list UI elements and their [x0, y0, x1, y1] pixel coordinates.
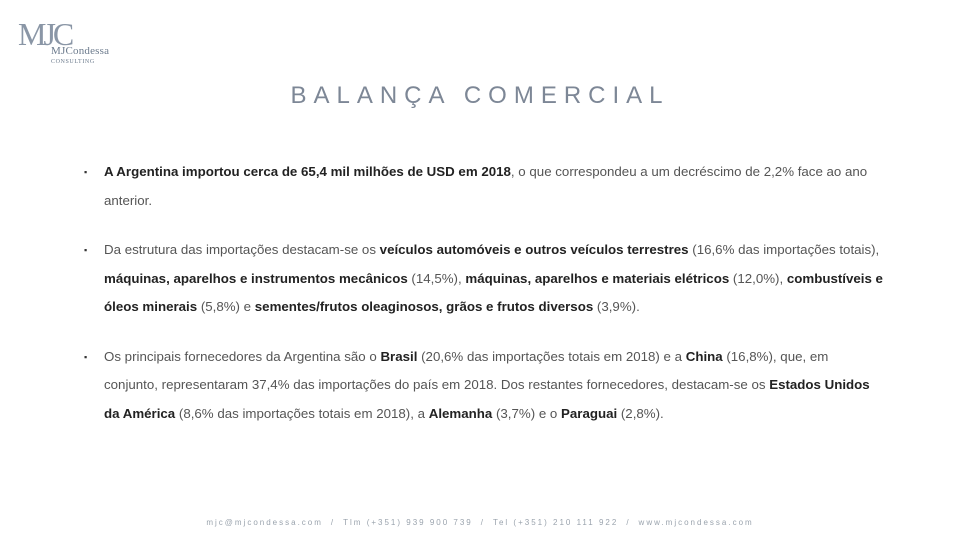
footer-mobile: Tlm (+351) 939 900 739	[343, 518, 473, 527]
bold-text: sementes/frutos oleaginosos, grãos e frutos diversos	[254, 299, 594, 314]
bold-text: China	[685, 348, 723, 364]
page-title: BALANÇA COMERCIAL	[290, 82, 670, 109]
company-logo	[18, 18, 128, 72]
body-text: , o que correspondeu a um decréscimo de 2,2% face ao ano anterior.	[104, 164, 868, 208]
footer-email-link[interactable]: mjc@mjcondessa.com	[206, 518, 323, 527]
body-text: (3,7%) e o	[492, 405, 562, 421]
bold-text: Estados Unidos da América	[104, 377, 870, 421]
body-text: (16,6% das importações totais),	[688, 242, 880, 257]
body-text: (8,6% das importações totais em 2018), a	[175, 405, 429, 421]
footer-contact	[0, 518, 960, 527]
logo-company-name: MJCondessa	[51, 45, 110, 57]
body-text: (5,8%) e	[197, 299, 255, 314]
body-text: (16,8%), que, em conjunto, representaram 37,4% das importações do país em 2018. Dos restantes fornecedores, destacam-se os	[104, 348, 829, 392]
footer-website-link[interactable]: www.mjcondessa.com	[638, 518, 754, 527]
body-text: (12,0%),	[729, 270, 787, 286]
bold-text: Brasil	[380, 348, 418, 364]
body-text: (3,9%).	[593, 299, 640, 314]
bullet-marker-icon: ▪	[84, 167, 88, 177]
logo-subtitle: CONSULTING	[51, 59, 95, 65]
logo-mark: MJC	[18, 16, 72, 52]
body-text: Da estrutura das importações destacam-se os	[104, 242, 380, 257]
bullet-list	[84, 158, 884, 449]
footer-phone: Tel (+351) 210 111 922	[492, 518, 619, 527]
bullet-marker-icon: ▪	[84, 351, 88, 362]
bullet-item-imports-total	[84, 158, 884, 215]
footer-separator: /	[626, 518, 631, 527]
body-text: (20,6% das importações totais em 2018) e a	[417, 348, 686, 364]
bullet-item-import-structure	[84, 236, 884, 322]
bold-text: máquinas, aparelhos e materiais elétricos	[465, 270, 730, 286]
body-text: Os principais fornecedores da Argentina são o	[104, 348, 381, 364]
body-text: (14,5%),	[407, 270, 466, 286]
bold-text: máquinas, aparelhos e instrumentos mecânicos	[104, 270, 408, 286]
bullet-marker-icon: ▪	[84, 245, 88, 255]
bullet-item-main-suppliers	[84, 343, 884, 429]
bold-text: Alemanha	[428, 405, 493, 421]
bold-text: A Argentina importou cerca de 65,4 mil milhões de USD em 2018	[104, 164, 511, 179]
footer-separator: /	[480, 518, 485, 527]
footer-separator: /	[330, 518, 336, 527]
bold-text: combustíveis e óleos minerais	[104, 270, 883, 314]
bold-text: veículos automóveis e outros veículos terrestres	[379, 242, 689, 257]
bold-text: Paraguai	[561, 405, 618, 421]
body-text: (2,8%).	[617, 405, 664, 421]
